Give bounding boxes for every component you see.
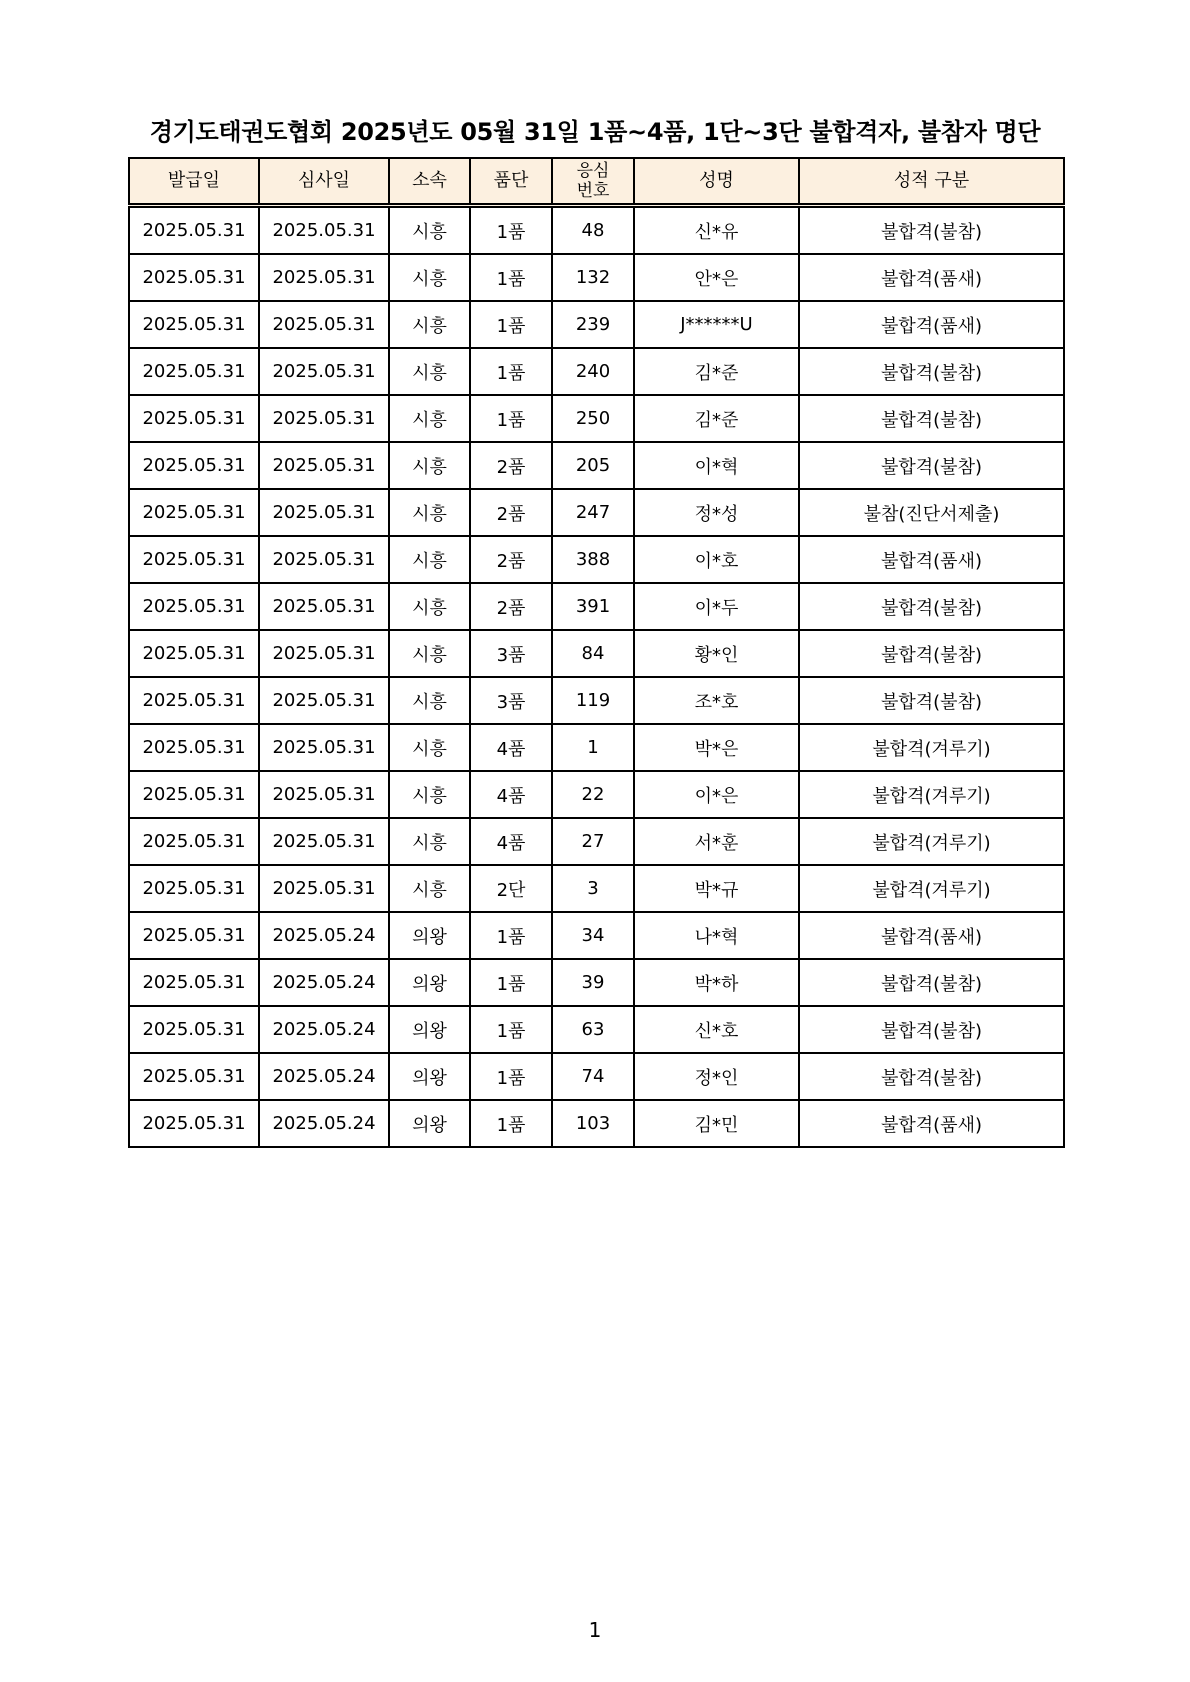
header-exam-number [552, 158, 634, 206]
affiliation-cell: 시흥 [389, 348, 470, 395]
rank-cell: 1품 [470, 912, 552, 959]
issue-date-cell: 2025.05.31 [129, 630, 259, 677]
exam-date-cell: 2025.05.24 [259, 912, 389, 959]
issue-date-cell: 2025.05.31 [129, 724, 259, 771]
affiliation-cell: 시흥 [389, 254, 470, 301]
exam-number-cell: 388 [552, 536, 634, 583]
table-row [129, 442, 1064, 489]
name-cell: 조*호 [634, 677, 799, 724]
issue-date-cell: 2025.05.31 [129, 771, 259, 818]
name-cell: 김*민 [634, 1100, 799, 1147]
exam-number-cell: 132 [552, 254, 634, 301]
result-category-cell: 불합격(불참) [799, 630, 1064, 677]
exam-date-cell: 2025.05.31 [259, 254, 389, 301]
table-row [129, 1100, 1064, 1147]
table-row [129, 395, 1064, 442]
result-category-cell: 불합격(품새) [799, 536, 1064, 583]
name-cell: 정*인 [634, 1053, 799, 1100]
name-cell: J******U [634, 301, 799, 348]
affiliation-cell: 시흥 [389, 677, 470, 724]
exam-number-cell: 239 [552, 301, 634, 348]
affiliation-cell: 의왕 [389, 912, 470, 959]
rank-cell: 1품 [470, 206, 552, 255]
issue-date-cell: 2025.05.31 [129, 348, 259, 395]
exam-number-cell: 74 [552, 1053, 634, 1100]
rank-cell: 1품 [470, 301, 552, 348]
affiliation-cell: 의왕 [389, 1100, 470, 1147]
table-row [129, 630, 1064, 677]
issue-date-cell: 2025.05.31 [129, 1100, 259, 1147]
table-row [129, 912, 1064, 959]
exam-number-cell: 103 [552, 1100, 634, 1147]
table-header-row [129, 158, 1064, 206]
exam-number-cell: 27 [552, 818, 634, 865]
result-category-cell: 불합격(품새) [799, 1100, 1064, 1147]
rank-cell: 4품 [470, 818, 552, 865]
exam-date-cell: 2025.05.31 [259, 583, 389, 630]
result-category-cell: 불합격(겨루기) [799, 865, 1064, 912]
exam-number-cell: 247 [552, 489, 634, 536]
affiliation-cell: 의왕 [389, 959, 470, 1006]
header-name: 성명 [634, 158, 799, 206]
result-category-cell: 불합격(불참) [799, 395, 1064, 442]
name-cell: 서*훈 [634, 818, 799, 865]
affiliation-cell: 시흥 [389, 724, 470, 771]
affiliation-cell: 시흥 [389, 771, 470, 818]
result-category-cell: 불합격(불참) [799, 1006, 1064, 1053]
rank-cell: 2품 [470, 536, 552, 583]
result-category-cell: 불합격(불참) [799, 206, 1064, 255]
table-row [129, 583, 1064, 630]
rank-cell: 3품 [470, 677, 552, 724]
affiliation-cell: 시흥 [389, 583, 470, 630]
issue-date-cell: 2025.05.31 [129, 395, 259, 442]
affiliation-cell: 의왕 [389, 1053, 470, 1100]
exam-number-cell: 240 [552, 348, 634, 395]
result-category-cell: 불합격(불참) [799, 348, 1064, 395]
rank-cell: 2단 [470, 865, 552, 912]
issue-date-cell: 2025.05.31 [129, 818, 259, 865]
table-row [129, 959, 1064, 1006]
exam-number-cell: 34 [552, 912, 634, 959]
header-affiliation: 소속 [389, 158, 470, 206]
header-result-category: 성적 구분 [799, 158, 1064, 206]
name-cell: 박*규 [634, 865, 799, 912]
result-category-cell: 불합격(겨루기) [799, 724, 1064, 771]
exam-date-cell: 2025.05.31 [259, 818, 389, 865]
table-row [129, 865, 1064, 912]
table-row [129, 348, 1064, 395]
affiliation-cell: 시흥 [389, 442, 470, 489]
exam-date-cell: 2025.05.31 [259, 442, 389, 489]
name-cell: 신*호 [634, 1006, 799, 1053]
document-title: 경기도태권도협회 2025년도 05월 31일 1품~4품, 1단~3단 불합격자, 불참자 명단 [149, 118, 1041, 146]
header-exam-number-line1: 응심 [576, 161, 610, 181]
result-category-cell: 불합격(품새) [799, 254, 1064, 301]
rank-cell: 1품 [470, 395, 552, 442]
exam-date-cell: 2025.05.31 [259, 489, 389, 536]
affiliation-cell: 시흥 [389, 630, 470, 677]
result-category-cell: 불합격(불참) [799, 959, 1064, 1006]
table-row [129, 254, 1064, 301]
page-number: 1 [588, 1618, 602, 1642]
name-cell: 이*혁 [634, 442, 799, 489]
exam-number-cell: 250 [552, 395, 634, 442]
issue-date-cell: 2025.05.31 [129, 489, 259, 536]
result-category-cell: 불합격(품새) [799, 912, 1064, 959]
result-category-cell: 불합격(불참) [799, 442, 1064, 489]
table-row [129, 677, 1064, 724]
affiliation-cell: 시흥 [389, 301, 470, 348]
result-category-cell: 불합격(불참) [799, 1053, 1064, 1100]
header-issue-date: 발급일 [129, 158, 259, 206]
rank-cell: 4품 [470, 771, 552, 818]
table-row [129, 536, 1064, 583]
affiliation-cell: 시흥 [389, 206, 470, 255]
rank-cell: 2품 [470, 489, 552, 536]
issue-date-cell: 2025.05.31 [129, 206, 259, 255]
issue-date-cell: 2025.05.31 [129, 912, 259, 959]
issue-date-cell: 2025.05.31 [129, 677, 259, 724]
result-category-cell: 불합격(불참) [799, 677, 1064, 724]
name-cell: 안*은 [634, 254, 799, 301]
exam-date-cell: 2025.05.31 [259, 301, 389, 348]
table-row [129, 1006, 1064, 1053]
affiliation-cell: 시흥 [389, 536, 470, 583]
header-rank: 품단 [470, 158, 552, 206]
rank-cell: 4품 [470, 724, 552, 771]
exam-date-cell: 2025.05.24 [259, 1053, 389, 1100]
table-body [129, 206, 1064, 1148]
name-cell: 황*인 [634, 630, 799, 677]
issue-date-cell: 2025.05.31 [129, 1006, 259, 1053]
result-category-cell: 불합격(품새) [799, 301, 1064, 348]
name-cell: 이*두 [634, 583, 799, 630]
exam-date-cell: 2025.05.31 [259, 771, 389, 818]
exam-number-cell: 205 [552, 442, 634, 489]
result-category-cell: 불합격(겨루기) [799, 771, 1064, 818]
name-cell: 정*성 [634, 489, 799, 536]
exam-date-cell: 2025.05.31 [259, 677, 389, 724]
exam-number-cell: 119 [552, 677, 634, 724]
exam-date-cell: 2025.05.31 [259, 536, 389, 583]
table-row [129, 1053, 1064, 1100]
exam-number-cell: 391 [552, 583, 634, 630]
issue-date-cell: 2025.05.31 [129, 301, 259, 348]
table-row [129, 771, 1064, 818]
name-cell: 신*유 [634, 206, 799, 255]
result-category-cell: 불합격(불참) [799, 583, 1064, 630]
affiliation-cell: 의왕 [389, 1006, 470, 1053]
exam-date-cell: 2025.05.31 [259, 348, 389, 395]
rank-cell: 1품 [470, 959, 552, 1006]
table-row [129, 206, 1064, 255]
result-category-cell: 불합격(겨루기) [799, 818, 1064, 865]
exam-number-cell: 1 [552, 724, 634, 771]
issue-date-cell: 2025.05.31 [129, 254, 259, 301]
name-cell: 박*하 [634, 959, 799, 1006]
result-category-cell: 불참(진단서제출) [799, 489, 1064, 536]
rank-cell: 2품 [470, 583, 552, 630]
exam-number-cell: 3 [552, 865, 634, 912]
rank-cell: 1품 [470, 1053, 552, 1100]
exam-date-cell: 2025.05.24 [259, 1006, 389, 1053]
exam-number-cell: 48 [552, 206, 634, 255]
exam-number-cell: 22 [552, 771, 634, 818]
exam-date-cell: 2025.05.31 [259, 724, 389, 771]
rank-cell: 1품 [470, 254, 552, 301]
name-cell: 김*준 [634, 395, 799, 442]
exam-number-cell: 63 [552, 1006, 634, 1053]
header-exam-date: 심사일 [259, 158, 389, 206]
affiliation-cell: 시흥 [389, 395, 470, 442]
name-cell: 박*은 [634, 724, 799, 771]
issue-date-cell: 2025.05.31 [129, 536, 259, 583]
exam-date-cell: 2025.05.31 [259, 206, 389, 255]
exam-number-cell: 84 [552, 630, 634, 677]
table-row [129, 301, 1064, 348]
issue-date-cell: 2025.05.31 [129, 865, 259, 912]
exam-number-cell: 39 [552, 959, 634, 1006]
affiliation-cell: 시흥 [389, 865, 470, 912]
issue-date-cell: 2025.05.31 [129, 442, 259, 489]
table-row [129, 818, 1064, 865]
rank-cell: 2품 [470, 442, 552, 489]
rank-cell: 1품 [470, 348, 552, 395]
exam-date-cell: 2025.05.24 [259, 959, 389, 1006]
name-cell: 나*혁 [634, 912, 799, 959]
issue-date-cell: 2025.05.31 [129, 583, 259, 630]
exam-date-cell: 2025.05.24 [259, 1100, 389, 1147]
header-exam-number-line2: 번호 [576, 181, 610, 201]
issue-date-cell: 2025.05.31 [129, 959, 259, 1006]
rank-cell: 1품 [470, 1006, 552, 1053]
issue-date-cell: 2025.05.31 [129, 1053, 259, 1100]
rank-cell: 3품 [470, 630, 552, 677]
name-cell: 이*은 [634, 771, 799, 818]
rank-cell: 1품 [470, 1100, 552, 1147]
table-row [129, 724, 1064, 771]
name-cell: 이*호 [634, 536, 799, 583]
affiliation-cell: 시흥 [389, 818, 470, 865]
exam-date-cell: 2025.05.31 [259, 865, 389, 912]
failed-absent-list-table [128, 157, 1065, 1148]
exam-date-cell: 2025.05.31 [259, 630, 389, 677]
name-cell: 김*준 [634, 348, 799, 395]
table-row [129, 489, 1064, 536]
affiliation-cell: 시흥 [389, 489, 470, 536]
exam-date-cell: 2025.05.31 [259, 395, 389, 442]
